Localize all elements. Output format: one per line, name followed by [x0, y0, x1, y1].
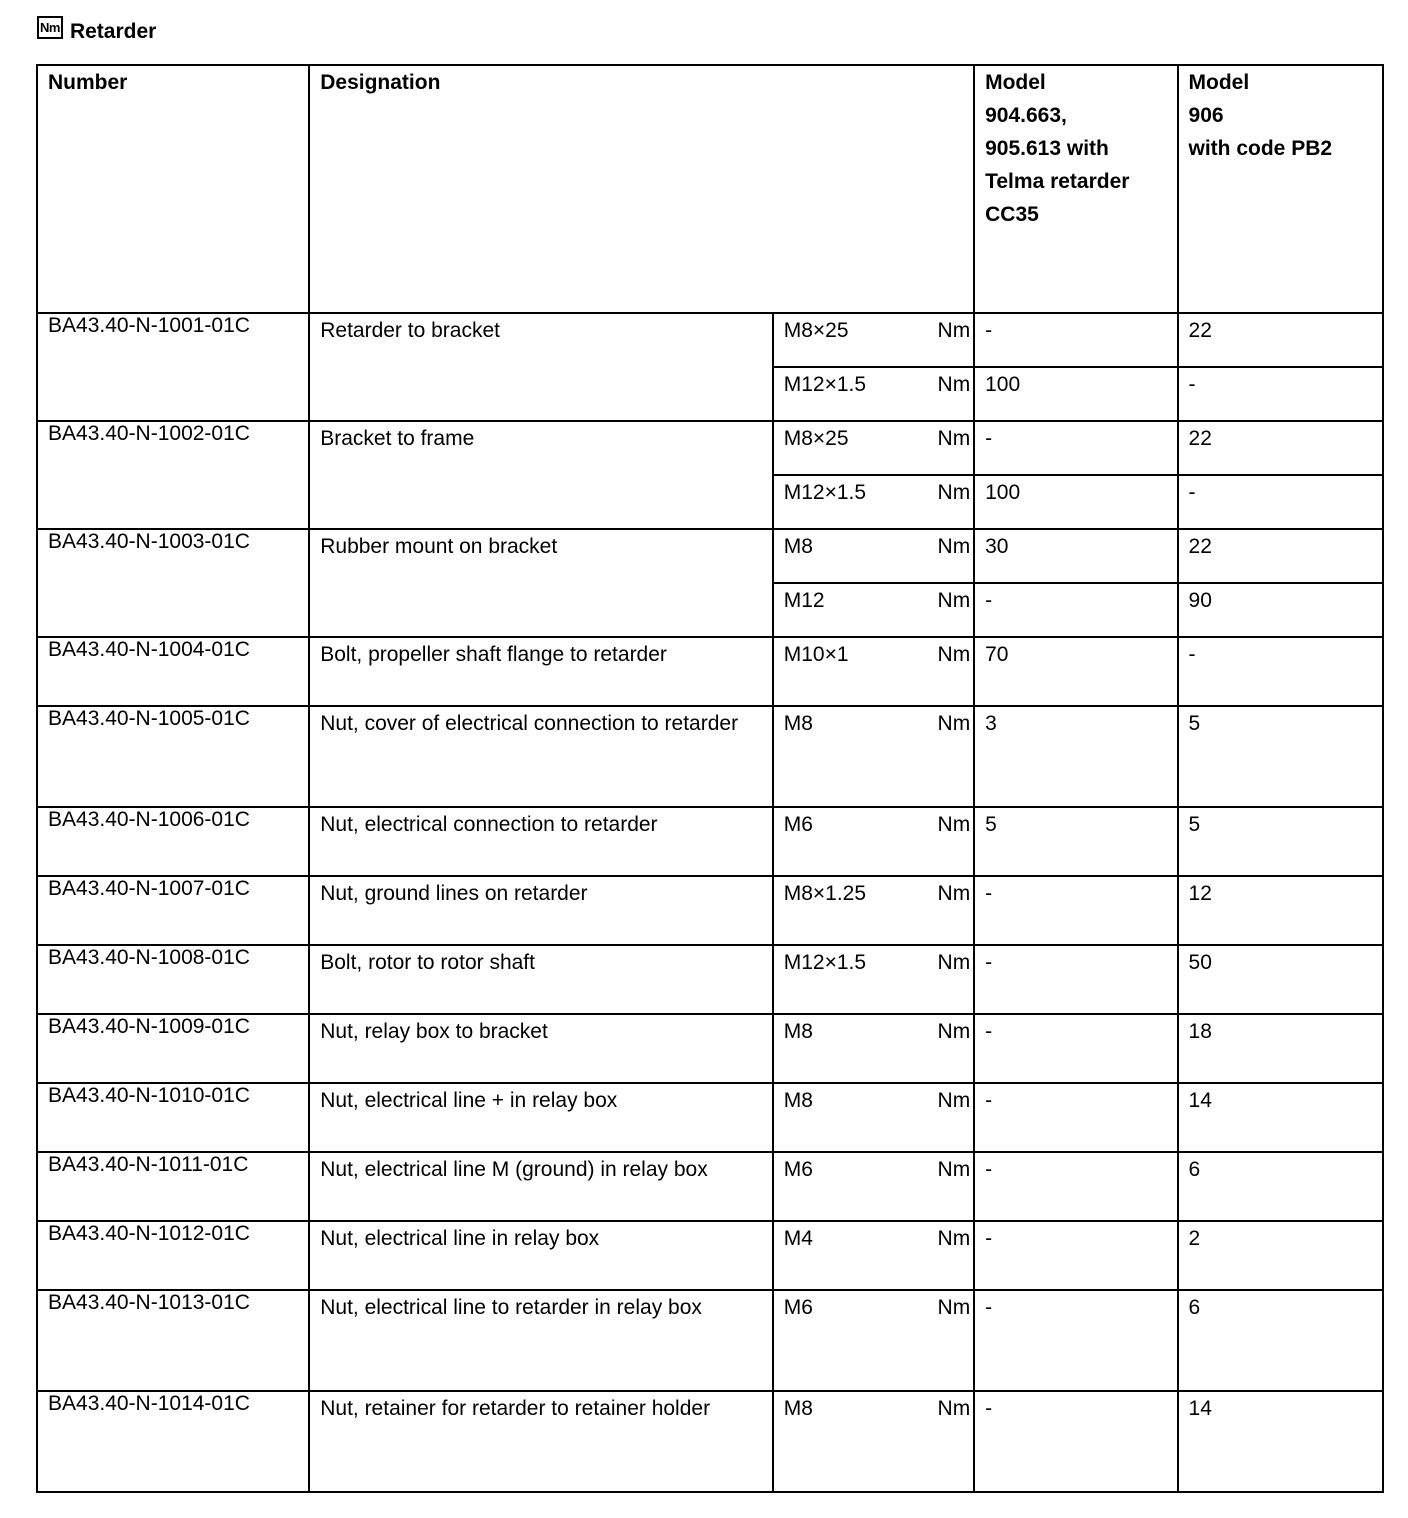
row-thread: M12 — [773, 583, 928, 637]
table-row — [37, 1221, 1383, 1290]
row-designation: Nut, electrical line + in relay box — [309, 1083, 773, 1152]
row-number: BA43.40-N-1012-01C — [37, 1221, 309, 1290]
row-value-model-a: - — [974, 313, 1177, 367]
torque-table — [36, 64, 1384, 1493]
table-row — [37, 1152, 1383, 1221]
row-designation: Nut, electrical line M (ground) in relay box — [309, 1152, 773, 1221]
table-row — [37, 706, 1383, 807]
row-value-model-b: 14 — [1178, 1083, 1383, 1152]
row-value-model-b: 50 — [1178, 945, 1383, 1014]
row-thread: M6 — [773, 1152, 928, 1221]
row-value-model-a: - — [974, 1152, 1177, 1221]
row-value-model-b: - — [1178, 367, 1383, 421]
row-unit: Nm — [928, 529, 975, 583]
row-value-model-a: - — [974, 876, 1177, 945]
row-unit: Nm — [928, 706, 975, 807]
table-row — [37, 1014, 1383, 1083]
row-thread: M8×1.25 — [773, 876, 928, 945]
row-designation: Bolt, rotor to rotor shaft — [309, 945, 773, 1014]
row-number: BA43.40-N-1011-01C — [37, 1152, 309, 1221]
row-designation: Rubber mount on bracket — [309, 529, 773, 637]
row-unit: Nm — [928, 1083, 975, 1152]
torque-nm-icon: Nm — [37, 16, 63, 39]
row-designation: Retarder to bracket — [309, 313, 773, 421]
table-row — [37, 313, 1383, 367]
row-designation: Nut, relay box to bracket — [309, 1014, 773, 1083]
row-number: BA43.40-N-1013-01C — [37, 1290, 309, 1391]
row-designation: Nut, electrical line to retarder in relay box — [309, 1290, 773, 1391]
row-number: BA43.40-N-1008-01C — [37, 945, 309, 1014]
row-value-model-b: 2 — [1178, 1221, 1383, 1290]
row-value-model-a: 30 — [974, 529, 1177, 583]
table-row — [37, 807, 1383, 876]
row-number: BA43.40-N-1002-01C — [37, 421, 309, 529]
table-row — [37, 421, 1383, 475]
row-thread: M8 — [773, 706, 928, 807]
row-value-model-b: 22 — [1178, 529, 1383, 583]
row-thread: M6 — [773, 1290, 928, 1391]
row-thread: M12×1.5 — [773, 475, 928, 529]
row-value-model-a: - — [974, 1014, 1177, 1083]
row-value-model-b: 6 — [1178, 1152, 1383, 1221]
row-thread: M10×1 — [773, 637, 928, 706]
row-thread: M4 — [773, 1221, 928, 1290]
row-number: BA43.40-N-1007-01C — [37, 876, 309, 945]
row-unit: Nm — [928, 1290, 975, 1391]
row-unit: Nm — [928, 1391, 975, 1492]
row-unit: Nm — [928, 637, 975, 706]
table-header-row — [37, 65, 1383, 313]
row-unit: Nm — [928, 876, 975, 945]
table-row — [37, 1391, 1383, 1492]
row-value-model-b: - — [1178, 475, 1383, 529]
row-number: BA43.40-N-1005-01C — [37, 706, 309, 807]
row-number: BA43.40-N-1003-01C — [37, 529, 309, 637]
row-unit: Nm — [928, 807, 975, 876]
header-model-a: Model 904.663, 905.613 with Telma retarder CC35 — [974, 65, 1177, 313]
row-value-model-a: - — [974, 421, 1177, 475]
row-unit: Nm — [928, 313, 975, 367]
row-thread: M8 — [773, 529, 928, 583]
row-value-model-a: - — [974, 945, 1177, 1014]
row-designation: Nut, ground lines on retarder — [309, 876, 773, 945]
row-thread: M8×25 — [773, 421, 928, 475]
row-unit: Nm — [928, 475, 975, 529]
row-value-model-b: 14 — [1178, 1391, 1383, 1492]
table-row — [37, 1083, 1383, 1152]
row-value-model-b: 6 — [1178, 1290, 1383, 1391]
row-value-model-b: 18 — [1178, 1014, 1383, 1083]
header-model-b: Model 906 with code PB2 — [1178, 65, 1383, 313]
row-value-model-b: - — [1178, 637, 1383, 706]
row-value-model-b: 90 — [1178, 583, 1383, 637]
row-value-model-a: - — [974, 583, 1177, 637]
row-value-model-a: - — [974, 1391, 1177, 1492]
row-unit: Nm — [928, 421, 975, 475]
row-value-model-a: 5 — [974, 807, 1177, 876]
row-number: BA43.40-N-1004-01C — [37, 637, 309, 706]
row-thread: M12×1.5 — [773, 945, 928, 1014]
row-value-model-b: 22 — [1178, 421, 1383, 475]
row-thread: M6 — [773, 807, 928, 876]
row-value-model-b: 12 — [1178, 876, 1383, 945]
row-unit: Nm — [928, 945, 975, 1014]
row-value-model-a: - — [974, 1221, 1177, 1290]
row-thread: M8×25 — [773, 313, 928, 367]
section-header — [37, 16, 156, 48]
section-title: Retarder — [69, 20, 157, 43]
table-row — [37, 945, 1383, 1014]
table-row — [37, 876, 1383, 945]
row-designation: Nut, retainer for retarder to retainer holder — [309, 1391, 773, 1492]
row-designation: Bolt, propeller shaft flange to retarder — [309, 637, 773, 706]
row-designation: Nut, electrical connection to retarder — [309, 807, 773, 876]
row-number: BA43.40-N-1006-01C — [37, 807, 309, 876]
row-thread: M8 — [773, 1391, 928, 1492]
row-value-model-b: 22 — [1178, 313, 1383, 367]
row-value-model-a: - — [974, 1083, 1177, 1152]
row-value-model-a: 100 — [974, 367, 1177, 421]
row-number: BA43.40-N-1014-01C — [37, 1391, 309, 1492]
row-designation: Nut, cover of electrical connection to retarder — [309, 706, 773, 807]
row-value-model-a: 70 — [974, 637, 1177, 706]
header-designation: Designation — [309, 65, 974, 313]
row-value-model-a: 100 — [974, 475, 1177, 529]
row-designation: Nut, electrical line in relay box — [309, 1221, 773, 1290]
row-designation: Bracket to frame — [309, 421, 773, 529]
row-number: BA43.40-N-1010-01C — [37, 1083, 309, 1152]
row-value-model-b: 5 — [1178, 706, 1383, 807]
row-thread: M12×1.5 — [773, 367, 928, 421]
row-unit: Nm — [928, 1221, 975, 1290]
row-thread: M8 — [773, 1014, 928, 1083]
row-unit: Nm — [928, 1152, 975, 1221]
table-row — [37, 529, 1383, 583]
row-thread: M8 — [773, 1083, 928, 1152]
row-value-model-b: 5 — [1178, 807, 1383, 876]
row-unit: Nm — [928, 1014, 975, 1083]
row-number: BA43.40-N-1009-01C — [37, 1014, 309, 1083]
header-number: Number — [37, 65, 309, 313]
table-row — [37, 637, 1383, 706]
row-number: BA43.40-N-1001-01C — [37, 313, 309, 421]
table-row — [37, 1290, 1383, 1391]
row-unit: Nm — [928, 367, 975, 421]
row-unit: Nm — [928, 583, 975, 637]
row-value-model-a: 3 — [974, 706, 1177, 807]
row-value-model-a: - — [974, 1290, 1177, 1391]
